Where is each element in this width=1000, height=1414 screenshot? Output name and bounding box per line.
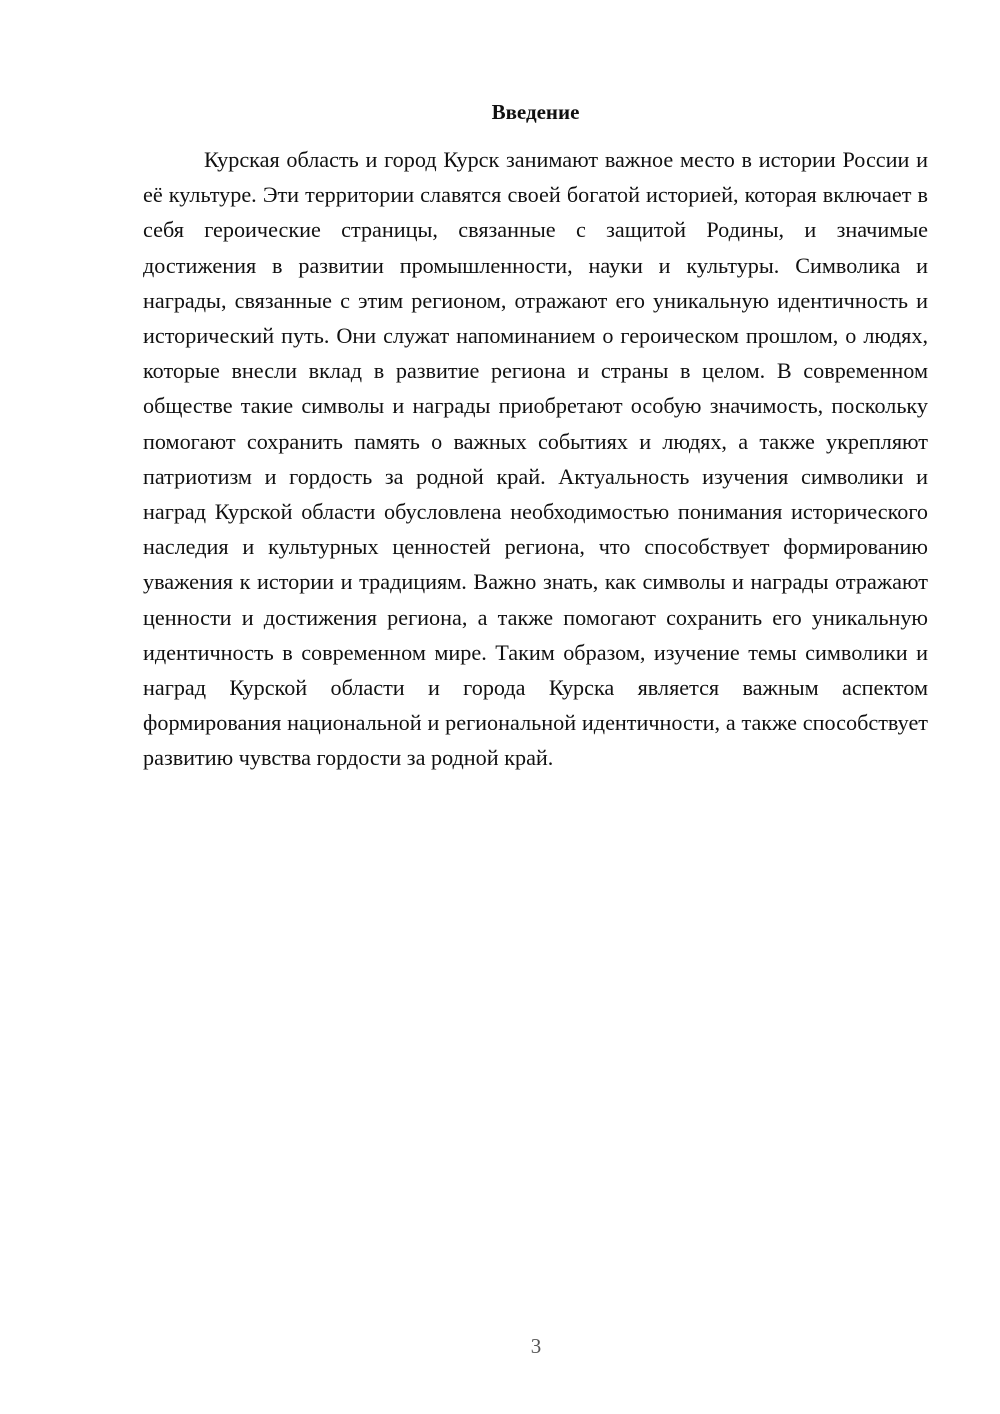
page-number: 3 bbox=[530, 1334, 542, 1358]
section-title: Введение bbox=[491, 100, 580, 124]
body-paragraph: Курская область и город Курск занимают важное место в истории России и её культуре. Эти территории славятся своей богатой историей, которая включает в себя героические страницы, связанные с защитой Родины, и значимые достижения в развитии промышленности, науки и культуры. Символика и награды, связанные с этим регионом, отражают его уникальную идентичность и исторический путь. Они служат напоминанием о героическом прошлом, о людях, которые внесли вклад в развитие региона и страны в целом. В современном обществе такие символы и награды приобретают особую значимость, поскольку помогают сохранить память о важных событиях и людях, а также укрепляют патриотизм и гордость за родной край. Актуальность изучения символики и наград Курской области обусловлена необходимостью понимания исторического наследия и культурных ценностей региона, что способствует формированию уважения к истории и традициям. Важно знать, как символы и награды отражают ценности и достижения региона, а также помогают сохранить его уникальную идентичность в современном мире. Таким образом, изучение темы символики и наград Курской области и города Курска является важным аспектом формирования национальной и региональной идентичности, а также способствует развитию чувства гордости за родной край. bbox=[143, 147, 928, 771]
